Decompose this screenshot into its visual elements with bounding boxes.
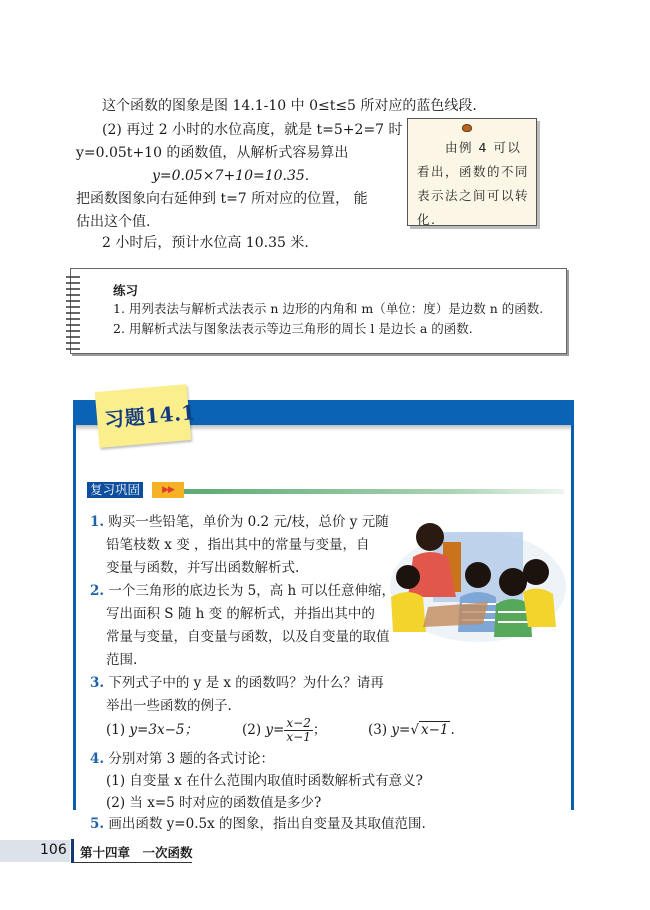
- exercise-1-line-2: 铅笔枝数 x 变 ，指出其中的常量与变量，自: [106, 537, 370, 553]
- exercise-1-line-3: 变量与函数，并写出函数解析式.: [106, 560, 300, 576]
- exercise-2-line-2: 写出面积 S 随 h 变 的解析式，并指出其中的: [106, 606, 375, 622]
- numerator: x−2: [286, 716, 311, 730]
- exercise-2-line-1: 一个三角形的底边长为 5，高 h 可以任意伸缩，: [108, 583, 396, 599]
- body-line-7: 2 小时后，预计水位高 10.35 米.: [102, 235, 309, 251]
- option-3-end: .: [450, 722, 455, 738]
- option-3-label: (3): [368, 722, 388, 738]
- exercise-1-line-1: 购买一些铅笔，单价为 0.2 元/枝，总价 y 元随: [108, 514, 389, 530]
- practice-title: 练习: [113, 283, 139, 298]
- section-label: 复习巩固: [87, 482, 143, 498]
- exercise-3-option-3: [368, 712, 455, 748]
- exercise-number: 2.: [90, 583, 105, 599]
- exercise-5: [90, 813, 426, 836]
- body-line-5: 把函数图象向右延伸到 t=7 所对应的位置， 能: [76, 191, 368, 207]
- exercise-3-options: [106, 712, 198, 748]
- exercise-2: [90, 580, 395, 603]
- exercise-number: 5.: [90, 816, 105, 832]
- exercise-5-text: 画出函数 y=0.5x 的图象，指出自变量及其取值范围.: [108, 816, 426, 832]
- exercise-number: 3.: [90, 675, 105, 691]
- exercises-title: 习题14.1: [103, 400, 197, 432]
- exercise-4-sub-1: (1) 自变量 x 在什么范围内取值时函数解析式有意义?: [106, 773, 423, 789]
- option-3-lhs: y=√: [391, 722, 419, 738]
- practice-item-1: 1. 用列表法与解析式法表示 n 边形的内角和 m（单位：度）是边数 n 的函数.: [113, 301, 544, 316]
- option-1-formula: y=3x−5；: [129, 722, 198, 738]
- exercise-2-line-4: 范围.: [106, 652, 138, 668]
- equation-line: y=0.05×7+10=10.35.: [152, 168, 310, 184]
- option-1-label: (1): [106, 722, 126, 738]
- body-line-3: y=0.05t+10 的函数值，从解析式容易算出: [76, 145, 349, 161]
- option-2-lhs: y=: [265, 722, 285, 738]
- option-2-label: (2): [242, 722, 262, 738]
- body-line-1: 这个函数的图象是图 14.1-10 中 0≤t≤5 所对应的蓝色线段.: [102, 98, 477, 114]
- practice-item-2: 2. 用解析式法与图象法表示等边三角形的周长 l 是边长 a 的函数.: [113, 321, 473, 336]
- exercise-number: 1.: [90, 514, 105, 530]
- exercise-1: [90, 511, 389, 534]
- exercise-4: [90, 748, 274, 771]
- section-divider: [184, 489, 564, 494]
- exercise-number: 4.: [90, 751, 105, 767]
- body-line-6: 估出这个值.: [76, 214, 151, 230]
- exercise-2-line-3: 常量与变量，自变量与函数，以及自变量的取值: [106, 629, 390, 645]
- exercise-3-line-1: 下列式子中的 y 是 x 的函数吗？为什么？请再: [108, 675, 384, 691]
- body-line-2: (2) 再过 2 小时的水位高度，就是 t=5+2=7 时: [102, 122, 403, 138]
- teacher-and-children-illustration: [388, 512, 568, 647]
- exercise-4-line-1: 分别对第 3 题的各式讨论：: [108, 751, 275, 767]
- option-2-end: ；: [312, 722, 327, 738]
- footer-divider: [71, 839, 74, 863]
- side-note-text: 由例 4 可以看出，函数的不同表示法之间可以转化.: [417, 140, 530, 227]
- pin-icon: [463, 125, 471, 131]
- chapter-title: 第十四章 一次函数: [80, 845, 193, 860]
- chapter-underline: [74, 862, 192, 863]
- spiral-binding-icon: [66, 276, 80, 352]
- fraction: [284, 717, 312, 744]
- exercise-3-option-2: [242, 712, 326, 748]
- page-number: 106: [40, 842, 67, 858]
- exercise-3-line-2: 举出一些函数的例子.: [106, 698, 232, 714]
- exercise-3: [90, 672, 384, 695]
- radicand: x−1: [420, 722, 449, 738]
- exercise-4-sub-2: (2) 当 x=5 时对应的函数值是多少?: [106, 795, 322, 811]
- denominator: x−1: [286, 730, 311, 744]
- double-arrow-icon: ▶▶: [152, 482, 184, 498]
